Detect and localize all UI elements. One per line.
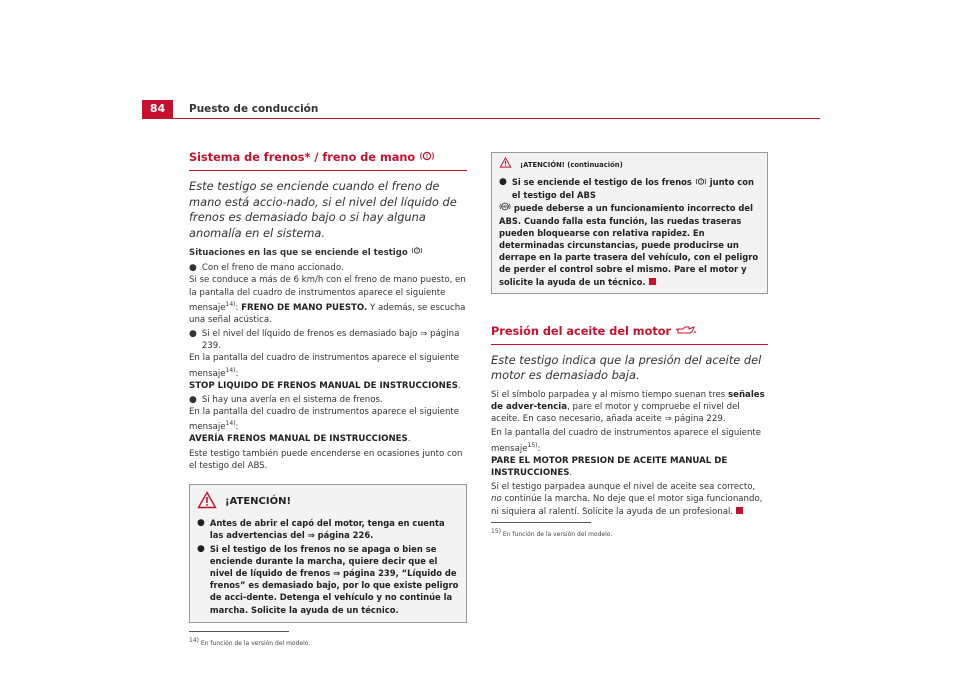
warning-header xyxy=(499,157,760,172)
oil-section-title-text: Presión del aceite del motor xyxy=(491,324,672,338)
right-column xyxy=(491,152,768,538)
header-rule xyxy=(172,118,820,119)
footnote-block xyxy=(189,631,467,650)
brake-intro: Este testigo se enciende cuando el freno de mano está accio-nado, si el nivel del líquido de frenos es demasiado bajo o si hay alguna anomalía en el sistema. xyxy=(189,179,457,240)
footnote-rule xyxy=(189,631,289,632)
paragraph xyxy=(491,481,768,518)
paragraph: Si se conduce a más de 6 km/h con el freno de mano puesto, en la pantalla del cuadro de instrumentos aparece el siguiente mensaje$^{14)}$: FRENO DE MANO PUESTO. Y además, se escucha una señal acústica. xyxy=(189,275,466,325)
footnote-text: En función de la versión del modelo. xyxy=(200,639,311,647)
warning-header xyxy=(197,491,459,513)
brake-warning-icon xyxy=(411,246,423,259)
brake-warning-icon xyxy=(419,150,435,166)
paragraph-text: Si el testigo parpadea aunque el nivel de aceite sea correcto, xyxy=(491,482,756,493)
paragraph: En la pantalla del cuadro de instrumentos aparece el siguiente mensaje$^{14)}$: STOP LIQUIDO DE FRENOS MANUAL DE INSTRUCCIONES. xyxy=(189,353,461,391)
svg-text:ABS: ABS xyxy=(501,205,509,210)
message-text: STOP LIQUIDO DE FRENOS MANUAL DE INSTRUCCIONES xyxy=(189,380,458,391)
footnote-rule xyxy=(491,522,591,523)
svg-text:!: ! xyxy=(425,154,429,160)
oil-intro: Este testigo indica que la presión del aceite del motor es demasiado baja. xyxy=(491,352,762,383)
paragraph: En la pantalla del cuadro de instrumentos aparece el siguiente mensaje$^{14)}$: AVERÍA FRENOS MANUAL DE INSTRUCCIONES. xyxy=(189,407,460,445)
list-item: ● Antes de abrir el capó del motor, tenga en cuenta las advertencias del ⇒ página 226. xyxy=(197,517,459,541)
paragraph-text: Si el símbolo parpadea y al mismo tiempo suenan tres xyxy=(491,389,726,400)
left-column xyxy=(189,150,467,650)
paragraph-text: , pare el motor y compruebe el nivel del aceite. En caso necesario, añada aceite ⇒ página 229. xyxy=(491,402,740,425)
footnote xyxy=(189,635,467,650)
bullet-text: Si el testigo de los frenos no se apaga o bien se enciende durante la marcha, quiere decir que el nivel de líquido de frenos ⇒ página 239, “Líquido de frenos” es demasiado bajo, por lo que existe peligro de acci-dente. Detenga el vehículo y no continúe la marcha. Solicite la ayuda de un técnico. xyxy=(209,543,459,615)
svg-text:!: ! xyxy=(415,248,418,253)
paragraph xyxy=(491,389,768,426)
warning-title: ¡ATENCIÓN! (continuación) xyxy=(520,160,623,169)
footnote-ref: 14) xyxy=(225,366,236,374)
warning-triangle-icon xyxy=(499,157,512,172)
oil-can-icon xyxy=(675,324,697,340)
paragraph-text: Si se conduce a más de 6 km/h con el freno de mano puesto, en la pantalla del cuadro de instrumentos aparece el siguiente mensaje xyxy=(189,275,466,313)
footnote-text: En función de la versión del modelo. xyxy=(502,531,613,538)
bullet-text: Antes de abrir el capó del motor, tenga en cuenta las advertencias del ⇒ página 226. xyxy=(209,518,445,541)
footnote-mark: 14) xyxy=(189,636,199,644)
footnote xyxy=(491,526,612,541)
brake-section-title xyxy=(189,150,467,166)
warning-title: ¡ATENCIÓN! xyxy=(225,496,292,508)
paragraph: En la pantalla del cuadro de instrumentos aparece el siguiente mensaje$^{15)}$: PARE EL MOTOR PRESION DE ACEITE MANUAL DE INSTRUCCIONES. xyxy=(491,428,762,478)
emphasis: no xyxy=(491,494,502,505)
end-mark-icon xyxy=(649,278,656,285)
footnote-ref: 14) xyxy=(225,300,236,308)
bullet-text xyxy=(512,176,760,201)
list-item: ● Si el testigo de los frenos no se apaga o bien se enciende durante la marcha, quiere decir que el nivel de líquido de frenos ⇒ página 239, “Líquido de frenos” es demasiado bajo, por lo que existe peligro de acci-dente. Detenga el vehículo y no continúe la marcha. Solicite la ayuda de un técnico. xyxy=(197,543,459,615)
paragraph-text: En la pantalla del cuadro de instrumentos aparece el siguiente mensaje xyxy=(491,428,762,454)
message-text: FRENO DE MANO PUESTO. xyxy=(241,302,368,313)
section-rule xyxy=(189,170,467,171)
paragraph-text: En la pantalla del cuadro de instrumentos aparece el siguiente mensaje xyxy=(189,353,460,379)
list-item: ● Con el freno de mano accionado. xyxy=(189,263,344,274)
bullet-text-part: junto con el testigo del ABS xyxy=(511,177,754,200)
paragraph: Este testigo también puede encenderse en ocasiones junto con el testigo del ABS. xyxy=(189,448,463,471)
list-item: ● Si se enciende el testigo de los frenos ! junto con el testigo del ABS xyxy=(499,176,760,201)
message-text: AVERÍA FRENOS MANUAL DE INSTRUCCIONES xyxy=(189,434,408,445)
footnote-ref: 14) xyxy=(225,420,236,428)
list-item: ● Si hay una avería en el sistema de frenos. xyxy=(189,394,383,405)
footnote-mark: 15) xyxy=(491,528,501,535)
oil-section-title xyxy=(491,324,768,340)
warning-box-continued xyxy=(491,152,768,294)
paragraph-text: Y además, se escucha una señal acústica. xyxy=(189,302,466,325)
page-number: 84 xyxy=(149,102,166,115)
section-rule xyxy=(491,344,768,345)
bullet-text-part: Si se enciende el testigo de los frenos xyxy=(511,177,692,188)
bullet-text: Si el nivel del líquido de frenos es demasiado bajo ⇒ página 239. xyxy=(201,329,460,352)
footnote-ref: 15) xyxy=(527,441,538,449)
subheading-text: Situaciones en las que se enciende el testigo xyxy=(189,247,408,258)
brake-section-title-text: Sistema de frenos* / freno de mano xyxy=(189,151,416,164)
list-item: ● Si el nivel del líquido de frenos es demasiado bajo ⇒ página 239. xyxy=(189,328,467,352)
bullet-text: Si hay una avería en el sistema de frenos. xyxy=(201,394,383,405)
warning-box xyxy=(189,484,467,623)
warning-text-part: puede deberse a un funcionamiento incorrecto del ABS. Cuando falla esta función, las ruedas traseras pueden bloquearse con relativa rapidez. En determinadas circunstancias, puede producirse un derrape en la parte trasera del vehículo, con el peligro de perder el control sobre el mismo. Pare el motor y solicite la ayuda de un técnico. xyxy=(499,203,759,287)
brake-warning-icon xyxy=(695,177,707,189)
paragraph-text: En la pantalla del cuadro de instrumentos aparece el siguiente mensaje xyxy=(189,407,460,433)
footnote-block xyxy=(491,522,612,541)
message-text: PARE EL MOTOR PRESION DE ACEITE MANUAL DE INSTRUCCIONES xyxy=(491,455,728,478)
header-title: Puesto de conducción xyxy=(189,103,319,115)
bullet-text: Con el freno de mano accionado. xyxy=(201,263,344,274)
paragraph-text: continúe la marcha. No deje que el motor siga funcionando, ni siquiera al ralentí. Solicite la ayuda de un profesional. xyxy=(491,494,763,517)
warning-text xyxy=(499,202,760,288)
paragraph-bold: señales de adver-tencia xyxy=(491,389,765,413)
end-mark-icon xyxy=(736,507,743,514)
situations-subheading xyxy=(189,246,467,259)
svg-text:!: ! xyxy=(699,178,702,184)
abs-icon xyxy=(499,202,511,214)
warning-triangle-icon xyxy=(197,491,217,513)
